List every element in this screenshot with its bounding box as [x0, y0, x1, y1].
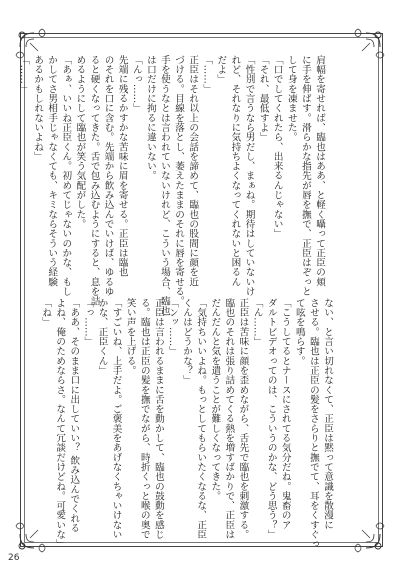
body-text-lower: ない、と言い切れなくて、正臣は黙って意識を散漫に させる。臨也は正臣の髪をさらりと撫でて、耳をくすぐっ て呟を鳴らす。 「こうしてるとナースにされてる気分だね。鬼畜のア ダルトビデオってのは、こういうのかな、どう思う？」 「ん……」 正臣は苦味に顔を歪めながら、舌先で臨也を刺激する。 臨也のそれは張り詰めてくる熱を増すばかりで、正臣は だんだんと気を遣うことが難しくなってきた。 「気持ちいいよね。もっとしてもらいたくなるな、正臣 くんはどうかな？」 「ンッ……」 正臣は言われるままに舌を動かして、臨也の鼓動を感じ る。臨也は正臣の髪を撫でながら、時折くっと喉の奥で 笑い声を上げる。 「すごいね、上手だよ。ご褒美をあげなくちゃいけない かな、正臣くん」 「っ……」 「ああ、そのまま口に出していい？ 飲み込んでくれる よね、俺のためならさ。なんて冗談だけどね。可愛いな」 「ね」: [40, 298, 333, 549]
body-text-upper: 肩幅を寄せれば、臨也はああ、と軽く囁って正臣の頬 に手を伸ばす。滑らかな指先が唇を撫で、正臣はぞっと して身を凍ませた。 「口でしてくれたら、出来るんじゃない」 「それ、最低すよ」 「性別で言うなら男だし、まぁね。期待はしていないけ れど、それなりに気持ちよくなってくれないと困るん だよ」 「……」 正臣はそれ以上の会話を諦めて、臨也の股間に顔を近 づける。目線を落とし、萎えたままのそれに唇を寄せる。 手を使うなとは言われていないけれど、こういう場合、臨也 は口だけに拘るに違いない。 「んっ……」 先端に残るかすかな苦味に眉を寄せる。正臣は臨也 のそれを口に含む。先端から飲み込んでいけば、ゆるゆ ると硬くなってきた。舌で包み込むようにすると、息を詰 めるようにして臨也が笑う気配がした。 「あぁ、いいね正臣くん。初めてじゃないのかな、もし かしてさ男相手じゃなくても、キミならそういう経験 あるかもしれないよね」 「……」: [18, 55, 325, 316]
corner-ornament-icon: [342, 25, 388, 71]
page-number: 26: [8, 553, 20, 563]
corner-ornament-icon: [342, 510, 388, 556]
corner-ornament-icon: [12, 510, 58, 556]
